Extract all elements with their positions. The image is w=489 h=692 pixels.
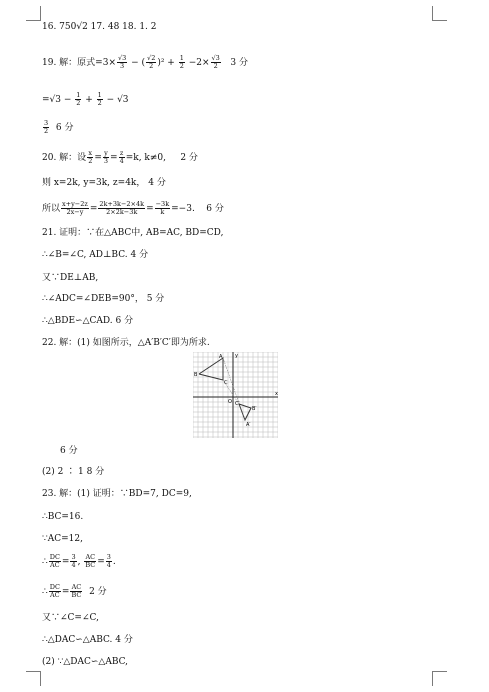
answer-line-22-part2: (2) 2 ∶ 1 8 分 <box>42 467 105 477</box>
crop-mark-bottom-left <box>26 671 41 686</box>
point-label-a-prime: A′ <box>246 422 251 428</box>
origin-label: O <box>228 399 232 405</box>
answer-line-23-step5: ∴ $\frac{DC}{AC}$ = $\frac{AC}{BC}$ 2 分 <box>42 583 107 599</box>
answer-line-23-step3: ∵AC=12, <box>42 534 83 544</box>
crop-mark-top-right <box>432 6 447 21</box>
answer-line-21-step2: ∴∠B=∠C, AD⊥BC. 4 分 <box>42 250 149 260</box>
y-axis-label: y <box>235 353 238 359</box>
answer-line-22-score: 6 分 <box>60 446 78 456</box>
dilation-ray-2 <box>223 358 245 420</box>
answer-line-22-part1: 22. 解：(1) 如图所示，△A′B′C′即为所求. <box>42 338 210 348</box>
answer-line-21-step1: 21. 证明：∵在△ABC中, AB=AC, BD=CD, <box>42 228 224 238</box>
coordinate-grid-figure <box>193 352 278 438</box>
answer-line-21-step4: ∴∠ADC=∠DEB=90°， 5 分 <box>42 294 165 304</box>
answer-line-21-step5: ∴△BDE∽△CAD. 6 分 <box>42 316 134 326</box>
answer-line-23-step1: 23. 解：(1) 证明：∵BD=7, DC=9, <box>42 489 192 499</box>
answer-line-16-18: 16. 750√2 17. 48 18. 1. 2 <box>42 22 157 32</box>
x-axis-label: x <box>275 391 278 397</box>
answer-line-20-step3: 所以 $\frac{x+y-2z}{2x-y}$ = $\frac{2k+3k-2\times 4k}{2\times 2k-3k}$ = $\frac{-3k}{k}$ =−3. 6 分 <box>42 200 224 216</box>
answer-line-19-result: $\frac{3}{2}$ 6 分 <box>44 119 74 135</box>
crop-mark-top-left <box>26 6 41 21</box>
answer-line-21-step3: 又∵DE⊥AB, <box>42 273 99 283</box>
point-label-c: C <box>224 380 228 386</box>
point-label-b-prime: B′ <box>252 406 257 412</box>
answer-line-20-step2: 则 x=2k, y=3k, z=4k， 4 分 <box>42 178 166 188</box>
answer-line-19-step2: =√3 − $\frac{1}{2}$ + $\frac{1}{2}$ − √3 <box>42 91 129 107</box>
point-label-a: A <box>219 354 223 360</box>
triangle-abc <box>199 358 223 380</box>
point-label-b: B <box>194 372 198 378</box>
answer-line-23-part2: (2) ∵△DAC∽△ABC, <box>42 657 129 667</box>
answer-line-23-step2: ∴BC=16. <box>42 512 84 522</box>
answer-line-19-step1: 19. 解：原式=3× $\frac{√3}{3}$ − ( $\frac{√2}{2}$ )² + $\frac{1}{2}$ −2× $\frac{√3}{2}$ 3 分 <box>42 54 248 70</box>
point-label-c-prime: C′ <box>235 401 240 407</box>
coordinate-grid-svg <box>193 352 278 438</box>
answer-line-23-step7: ∴△DAC∽△ABC. 4 分 <box>42 635 133 645</box>
answer-line-23-step6: 又∵∠C=∠C, <box>42 613 99 623</box>
answer-line-20-step1: 20. 解：设 $\frac{x}{2}$ = $\frac{y}{3}$ = $\frac{z}{4}$ =k, k≠0, 2 分 <box>42 149 198 165</box>
answer-line-23-step4: ∴ $\frac{DC}{AC}$ = $\frac{3}{4}$ , $\frac{AC}{BC}$ = $\frac{3}{4}$ . <box>42 553 116 569</box>
crop-mark-bottom-right <box>432 671 447 686</box>
